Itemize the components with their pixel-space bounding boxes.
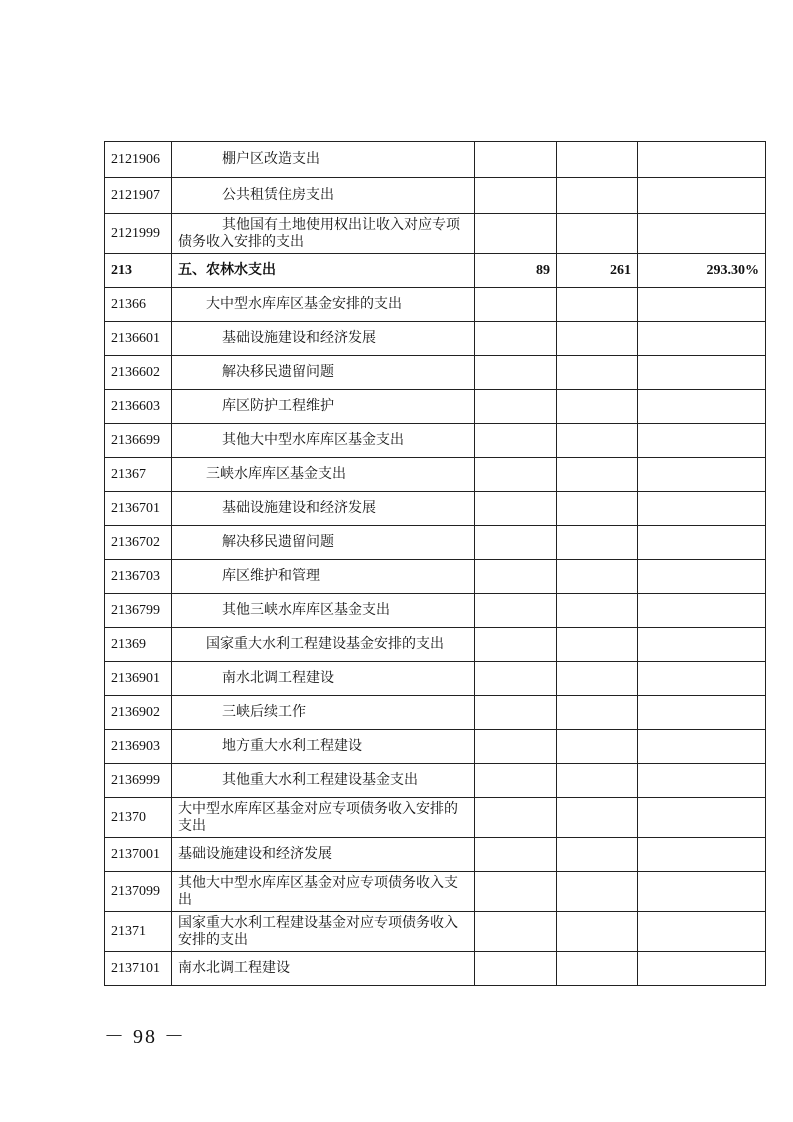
table-row [105, 696, 766, 730]
cell-ratio [638, 764, 766, 798]
cell-actual [557, 178, 638, 214]
cell-ratio [638, 356, 766, 390]
cell-item-name: 库区维护和管理 [172, 560, 475, 594]
cell-ratio [638, 952, 766, 986]
cell-item-name: 解决移民遗留问题 [172, 356, 475, 390]
budget-table [104, 141, 766, 986]
cell-actual [557, 214, 638, 254]
cell-ratio [638, 526, 766, 560]
cell-actual: 261 [557, 254, 638, 288]
cell-actual [557, 764, 638, 798]
cell-item-name: 解决移民遗留问题 [172, 526, 475, 560]
cell-ratio [638, 288, 766, 322]
cell-code: 2137099 [105, 872, 172, 912]
cell-item-name: 基础设施建设和经济发展 [172, 492, 475, 526]
table-row [105, 322, 766, 356]
cell-code: 2136799 [105, 594, 172, 628]
cell-actual [557, 662, 638, 696]
cell-ratio [638, 662, 766, 696]
cell-item-name: 三峡后续工作 [172, 696, 475, 730]
cell-ratio [638, 872, 766, 912]
cell-item-name: 三峡水库库区基金支出 [172, 458, 475, 492]
cell-item-name: 棚户区改造支出 [172, 142, 475, 178]
cell-budget [475, 560, 557, 594]
cell-ratio [638, 838, 766, 872]
cell-budget: 89 [475, 254, 557, 288]
cell-item-name: 基础设施建设和经济发展 [172, 838, 475, 872]
cell-budget [475, 838, 557, 872]
cell-item-name: 国家重大水利工程建设基金安排的支出 [172, 628, 475, 662]
cell-ratio [638, 178, 766, 214]
cell-item-name: 公共租赁住房支出 [172, 178, 475, 214]
cell-actual [557, 730, 638, 764]
cell-item-name: 五、农林水支出 [172, 254, 475, 288]
cell-actual [557, 142, 638, 178]
table-row [105, 662, 766, 696]
table-row [105, 730, 766, 764]
cell-item-name: 南水北调工程建设 [172, 662, 475, 696]
table-row [105, 838, 766, 872]
cell-code: 21369 [105, 628, 172, 662]
cell-actual [557, 492, 638, 526]
cell-code: 2136602 [105, 356, 172, 390]
cell-actual [557, 322, 638, 356]
table-row [105, 628, 766, 662]
cell-actual [557, 628, 638, 662]
table-body [105, 142, 766, 986]
cell-code: 2136699 [105, 424, 172, 458]
cell-code: 2136703 [105, 560, 172, 594]
cell-code: 2121999 [105, 214, 172, 254]
cell-actual [557, 594, 638, 628]
cell-actual [557, 696, 638, 730]
cell-item-name: 南水北调工程建设 [172, 952, 475, 986]
cell-budget [475, 390, 557, 424]
cell-code: 2136702 [105, 526, 172, 560]
cell-code: 2136902 [105, 696, 172, 730]
page-number: － 98 － [104, 1026, 186, 1048]
cell-actual [557, 560, 638, 594]
cell-actual [557, 526, 638, 560]
cell-budget [475, 214, 557, 254]
cell-code: 2136603 [105, 390, 172, 424]
cell-ratio [638, 730, 766, 764]
cell-code: 21370 [105, 798, 172, 838]
cell-item-name: 国家重大水利工程建设基金对应专项债务收入安排的支出 [172, 912, 475, 952]
cell-actual [557, 872, 638, 912]
table-row [105, 254, 766, 288]
cell-actual [557, 390, 638, 424]
cell-actual [557, 424, 638, 458]
cell-code: 2121906 [105, 142, 172, 178]
cell-code: 2136701 [105, 492, 172, 526]
cell-budget [475, 424, 557, 458]
cell-item-name: 其他三峡水库库区基金支出 [172, 594, 475, 628]
cell-ratio [638, 458, 766, 492]
table-row [105, 560, 766, 594]
table-row [105, 288, 766, 322]
cell-budget [475, 526, 557, 560]
table-row [105, 424, 766, 458]
cell-ratio: 293.30% [638, 254, 766, 288]
cell-item-name: 其他重大水利工程建设基金支出 [172, 764, 475, 798]
table-row [105, 952, 766, 986]
table-row [105, 356, 766, 390]
cell-ratio [638, 798, 766, 838]
cell-budget [475, 872, 557, 912]
cell-actual [557, 356, 638, 390]
table-row [105, 526, 766, 560]
cell-code: 21371 [105, 912, 172, 952]
cell-ratio [638, 594, 766, 628]
cell-code: 2136601 [105, 322, 172, 356]
cell-budget [475, 178, 557, 214]
cell-ratio [638, 214, 766, 254]
cell-code: 2136903 [105, 730, 172, 764]
cell-item-name: 库区防护工程维护 [172, 390, 475, 424]
table-row [105, 594, 766, 628]
table-row [105, 214, 766, 254]
cell-code: 2121907 [105, 178, 172, 214]
cell-budget [475, 662, 557, 696]
cell-ratio [638, 390, 766, 424]
cell-budget [475, 952, 557, 986]
cell-item-name: 大中型水库库区基金安排的支出 [172, 288, 475, 322]
cell-code: 21366 [105, 288, 172, 322]
cell-item-name: 基础设施建设和经济发展 [172, 322, 475, 356]
cell-ratio [638, 142, 766, 178]
cell-item-name: 地方重大水利工程建设 [172, 730, 475, 764]
cell-code: 2136999 [105, 764, 172, 798]
cell-budget [475, 356, 557, 390]
cell-actual [557, 798, 638, 838]
cell-actual [557, 838, 638, 872]
cell-budget [475, 594, 557, 628]
table-row [105, 798, 766, 838]
cell-budget [475, 798, 557, 838]
cell-actual [557, 912, 638, 952]
cell-ratio [638, 492, 766, 526]
cell-ratio [638, 424, 766, 458]
cell-code: 213 [105, 254, 172, 288]
table-row [105, 912, 766, 952]
cell-code: 2136901 [105, 662, 172, 696]
cell-budget [475, 696, 557, 730]
cell-budget [475, 288, 557, 322]
cell-budget [475, 322, 557, 356]
cell-ratio [638, 912, 766, 952]
cell-ratio [638, 696, 766, 730]
cell-item-name: 大中型水库库区基金对应专项债务收入安排的支出 [172, 798, 475, 838]
cell-code: 21367 [105, 458, 172, 492]
cell-budget [475, 730, 557, 764]
cell-budget [475, 142, 557, 178]
cell-ratio [638, 322, 766, 356]
cell-actual [557, 458, 638, 492]
cell-item-name: 其他大中型水库库区基金对应专项债务收入支出 [172, 872, 475, 912]
table-row [105, 178, 766, 214]
cell-budget [475, 764, 557, 798]
table-row [105, 142, 766, 178]
cell-item-name: 其他国有土地使用权出让收入对应专项债务收入安排的支出 [172, 214, 475, 254]
cell-budget [475, 912, 557, 952]
cell-actual [557, 952, 638, 986]
cell-code: 2137101 [105, 952, 172, 986]
table-row [105, 764, 766, 798]
cell-budget [475, 458, 557, 492]
table-row [105, 390, 766, 424]
cell-budget [475, 492, 557, 526]
table-row [105, 872, 766, 912]
cell-code: 2137001 [105, 838, 172, 872]
table-row [105, 492, 766, 526]
table-row [105, 458, 766, 492]
cell-item-name: 其他大中型水库库区基金支出 [172, 424, 475, 458]
cell-ratio [638, 628, 766, 662]
cell-ratio [638, 560, 766, 594]
cell-budget [475, 628, 557, 662]
cell-actual [557, 288, 638, 322]
